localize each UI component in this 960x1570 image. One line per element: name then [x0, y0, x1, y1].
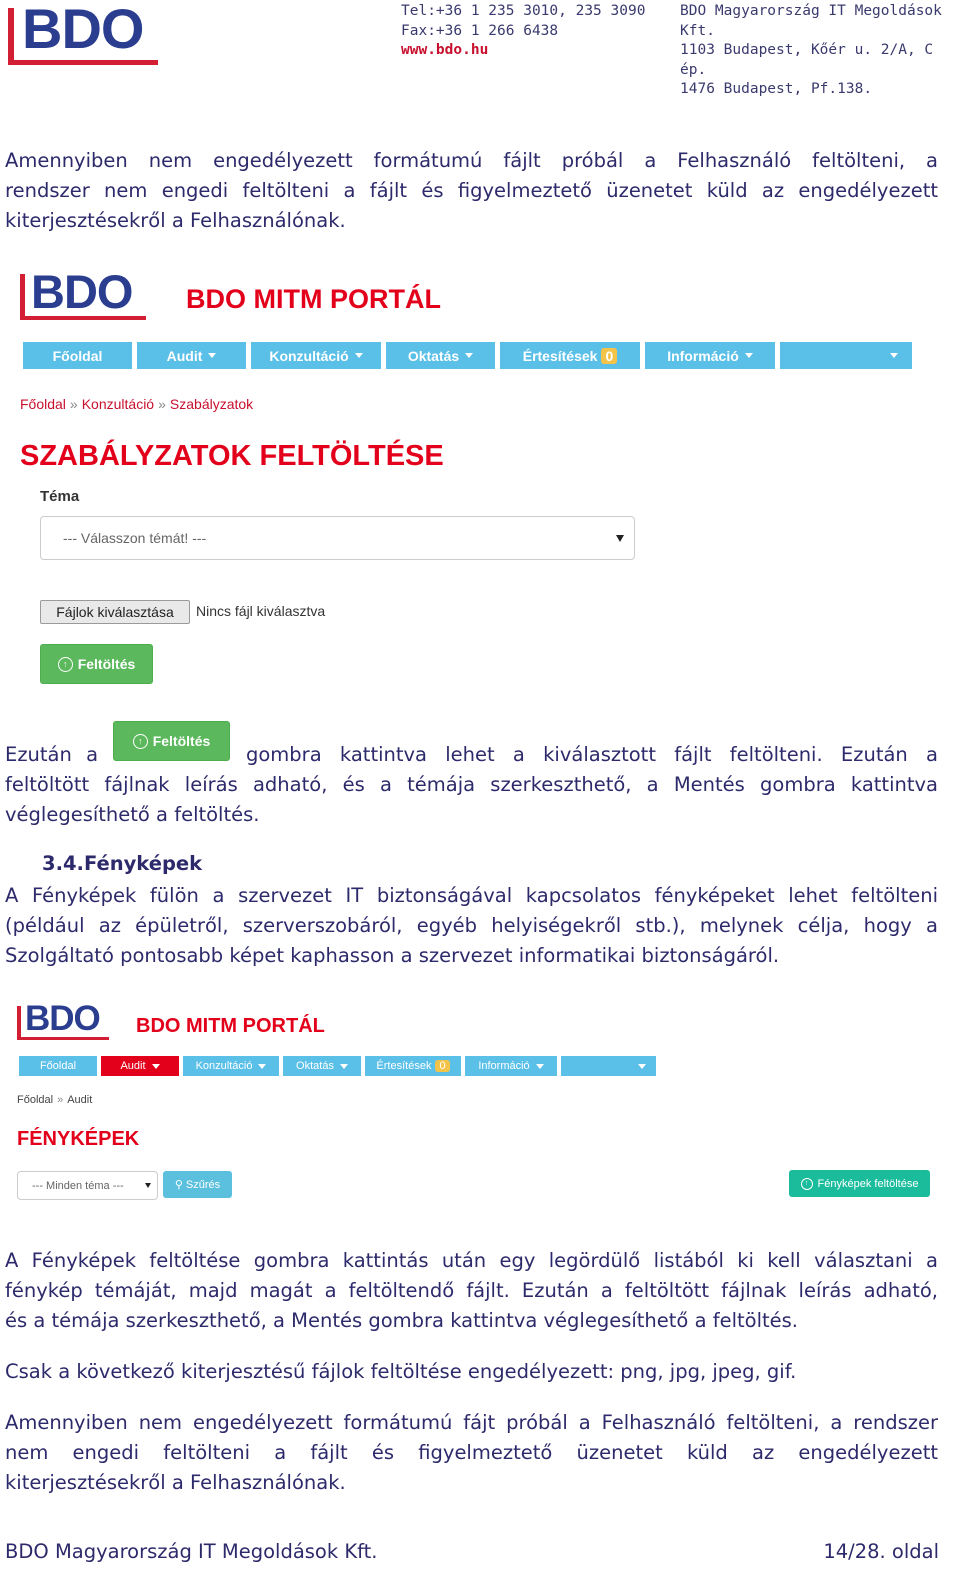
- paragraph-5-line-1: Csak a következő kiterjesztésű fájlok feltöltése engedélyezett: png, jpg, jpeg, gif.: [5, 1360, 797, 1383]
- paragraph-3-line-1: A Fényképek fülön a szervezet IT biztonságával kapcsolatos fényképeket lehet feltölteni: [5, 884, 938, 907]
- header-contact: [401, 2, 645, 61]
- upload-arrow-icon: ↑: [801, 1178, 813, 1190]
- paragraph-6-line-2: nem engedi feltölteni a fájlt és figyelmeztető üzenetet küld az engedélyezett: [5, 1441, 938, 1464]
- logo-bar-left: [8, 8, 14, 64]
- portal-logo-bar-left: [20, 274, 25, 320]
- breadcrumb-konzultacio[interactable]: Konzultáció: [81, 396, 155, 412]
- paragraph-2-post: gombra kattintva lehet a kiválasztott fájlt feltölteni. Ezután a: [246, 743, 938, 766]
- portal-logo: [20, 265, 150, 322]
- paragraph-3-line-2: (például az épületről, szerverszobáról, egyéb helyiségekről stb.), melynek célja, hogy a: [5, 914, 938, 937]
- paragraph-1-line-2: rendszer nem engedi feltölteni a fájlt és figyelmeztető üzenetet küld az engedélyezett: [5, 179, 938, 202]
- upload-button-label: Feltöltés: [77, 656, 136, 672]
- footer-page-number: 14/28. oldal: [823, 1540, 939, 1563]
- upload-button[interactable]: [40, 644, 153, 684]
- header-tel: Tel:+36 1 235 3010, 235 3090: [401, 3, 646, 19]
- paragraph-4-line-3: és a témája szerkeszthető, a Mentés gombra kattintva véglegesíthető a feltöltés.: [5, 1309, 798, 1332]
- footer-company: BDO Magyarország IT Megoldások Kft.: [5, 1540, 378, 1563]
- paragraph-6-line-3: kiterjesztésekről a Felhasználónak.: [5, 1471, 346, 1494]
- portal-logo-2: [17, 999, 111, 1043]
- upload-arrow-icon: ↑: [133, 734, 148, 749]
- paragraph-6: [5, 1408, 938, 1498]
- nav2-konzultacio[interactable]: Konzultáció: [183, 1056, 279, 1076]
- breadcrumb-separator: »: [69, 396, 78, 412]
- chevron-down-icon: [745, 353, 753, 358]
- nav-oktatas[interactable]: Oktatás: [386, 342, 495, 369]
- nav2-fooldal[interactable]: Főoldal: [19, 1056, 97, 1076]
- upload-photos-label: Fényképek feltöltése: [817, 1177, 919, 1190]
- breadcrumb-2-audit[interactable]: Audit: [67, 1094, 93, 1106]
- header-address-1: 1103 Budapest, Kőér u. 2/A, C ép.: [680, 42, 934, 78]
- logo-text: BDO: [22, 0, 144, 60]
- chevron-down-icon: [340, 1064, 348, 1069]
- filter-button[interactable]: [163, 1171, 232, 1198]
- section-title: Fényképek: [83, 852, 203, 875]
- nav-audit[interactable]: Audit: [137, 342, 246, 369]
- paragraph-2-line-2: feltöltött fájlnak leírás adható, és a témája szerkeszthető, a Mentés gombra kattintva: [5, 773, 938, 796]
- chevron-down-icon: [890, 353, 898, 358]
- tema-label: Téma: [40, 488, 80, 505]
- search-icon: ⚲: [174, 1179, 183, 1191]
- main-nav: [23, 342, 912, 369]
- breadcrumb-2-fooldal[interactable]: Főoldal: [17, 1094, 54, 1106]
- nav2-oktatas[interactable]: Oktatás: [283, 1056, 361, 1076]
- chevron-down-icon: [355, 353, 363, 358]
- paragraph-6-line-1: Amennyiben nem engedélyezett formátumú fájt próbál a Felhasználó feltölteni, a rendszer: [5, 1411, 938, 1434]
- tema-select-value: --- Válasszon témát! ---: [63, 530, 207, 546]
- paragraph-1: [5, 146, 938, 236]
- breadcrumb-2: [17, 1094, 92, 1106]
- header-web-link[interactable]: www.bdo.hu: [401, 42, 489, 58]
- header-company: BDO Magyarország IT Megoldások Kft.: [680, 3, 942, 39]
- file-status: Nincs fájl kiválasztva: [196, 603, 326, 619]
- portal-logo-2-bar-left: [17, 1006, 21, 1040]
- header-address: [680, 2, 960, 100]
- paragraph-5: [5, 1357, 938, 1387]
- breadcrumb-fooldal[interactable]: Főoldal: [20, 396, 66, 412]
- upload-photos-button[interactable]: [789, 1170, 930, 1197]
- dropdown-arrow-icon: [145, 1183, 151, 1188]
- paragraph-2: [5, 740, 938, 830]
- upload-arrow-icon: ↑: [58, 657, 73, 672]
- dropdown-arrow-icon: [616, 535, 624, 542]
- choose-files-button[interactable]: Fájlok kiválasztása: [40, 600, 190, 624]
- paragraph-1-line-1: Amennyiben nem engedélyezett formátumú fájlt próbál a Felhasználó feltölteni, a: [5, 149, 938, 172]
- header-fax: Fax:+36 1 266 6438: [401, 22, 559, 39]
- nav2-informacio[interactable]: Információ: [465, 1056, 557, 1076]
- filter-button-label: Szűrés: [185, 1178, 221, 1191]
- paragraph-2-line-3: véglegesíthető a feltöltés.: [5, 803, 260, 826]
- paragraph-4: [5, 1246, 938, 1336]
- page-title: SZABÁLYZATOK FELTÖLTÉSE: [20, 440, 444, 472]
- nav-fooldal[interactable]: Főoldal: [23, 342, 132, 369]
- paragraph-3-line-3: Szolgáltató pontosabb képet kaphasson a szervezet informatikai biztonságáról.: [5, 944, 780, 967]
- portal-title: BDO MITM PORTÁL: [186, 284, 441, 314]
- portal-logo-text: BDO: [31, 265, 133, 318]
- screenshot-photos: [0, 995, 960, 1210]
- nav-ertesitesek[interactable]: Értesítések 0: [500, 342, 640, 369]
- nav-extra[interactable]: [780, 342, 912, 369]
- portal-logo-2-text: BDO: [25, 999, 100, 1038]
- paragraph-1-line-3: kiterjesztésekről a Felhasználónak.: [5, 209, 346, 232]
- breadcrumb-szabalyzatok[interactable]: Szabályzatok: [169, 396, 254, 412]
- chevron-down-icon: [208, 353, 216, 358]
- paragraph-4-line-2: fénykép témáját, majd magát a feltöltendő fájlt. Ezután a feltöltött fájlnak leírás adható,: [5, 1279, 938, 1302]
- bdo-logo: [8, 2, 160, 66]
- breadcrumb-separator: »: [57, 1094, 64, 1106]
- nav-konzultacio[interactable]: Konzultáció: [251, 342, 381, 369]
- screenshot-upload-policies: [0, 260, 960, 700]
- notification-badge: 0: [435, 1060, 449, 1072]
- notification-badge: 0: [601, 348, 617, 364]
- section-heading: [42, 852, 202, 875]
- section-number: 3.4.: [42, 852, 84, 875]
- chevron-down-icon: [465, 353, 473, 358]
- inline-upload-label: Feltöltés: [152, 733, 211, 749]
- nav-informacio[interactable]: Információ: [645, 342, 775, 369]
- header-address-2: 1476 Budapest, Pf.138.: [680, 81, 873, 97]
- topic-filter-select[interactable]: [17, 1171, 158, 1200]
- paragraph-3: [5, 881, 938, 971]
- chevron-down-icon: [152, 1064, 160, 1069]
- topic-filter-value: --- Minden téma ---: [32, 1179, 124, 1192]
- paragraph-4-line-1: A Fényképek feltöltése gombra kattintás után egy legördülő listából ki kell választani a: [5, 1249, 938, 1272]
- breadcrumb-separator: »: [158, 396, 166, 412]
- chevron-down-icon: [258, 1064, 266, 1069]
- main-nav-2: [19, 1056, 656, 1076]
- page-title-2: FÉNYKÉPEK: [17, 1128, 140, 1150]
- tema-select[interactable]: [40, 516, 635, 560]
- portal-title-2: BDO MITM PORTÁL: [136, 1015, 325, 1037]
- chevron-down-icon: [638, 1064, 646, 1069]
- breadcrumb: [20, 396, 253, 412]
- nav2-audit[interactable]: Audit: [101, 1056, 179, 1076]
- nav2-extra[interactable]: [561, 1056, 656, 1076]
- chevron-down-icon: [536, 1064, 544, 1069]
- nav2-ertesitesek[interactable]: Értesítések 0: [365, 1056, 461, 1076]
- paragraph-2-pre: Ezután a: [5, 743, 99, 766]
